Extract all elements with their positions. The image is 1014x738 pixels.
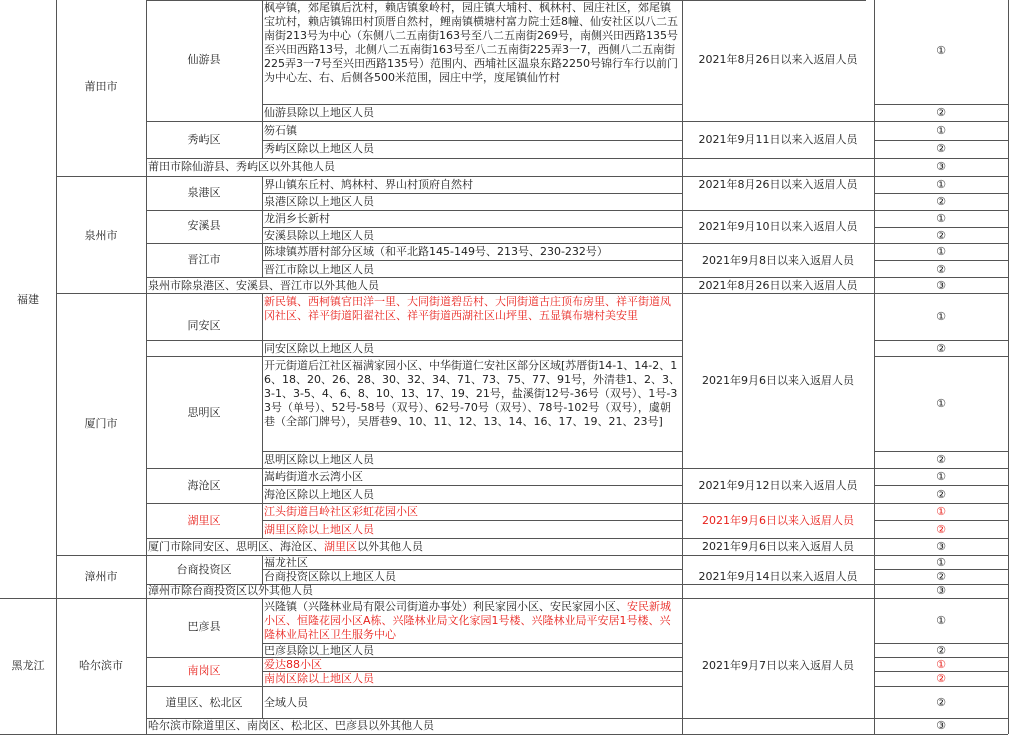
- date-cell: 2021年9月12日以来入返眉人员: [698, 479, 858, 492]
- rule: [146, 158, 1008, 159]
- province-cell: 黑龙江: [11, 659, 45, 672]
- area-cell: 湖里区除以上地区人员: [264, 523, 374, 536]
- rule: [56, 555, 1008, 556]
- area-cell: 龙涓乡长新村: [264, 212, 330, 225]
- rule: [682, 0, 683, 734]
- area-cell: 仙游县除以上地区人员: [264, 106, 374, 119]
- district-cell: 道里区、松北区: [165, 696, 243, 709]
- rule: [146, 538, 1008, 539]
- rule: [874, 451, 1008, 452]
- area-cell: 秀屿区除以上地区人员: [264, 142, 374, 155]
- rule: [262, 260, 682, 261]
- area-cell: 枫亭镇，郊尾镇后沈村，赖店镇象岭村，园庄镇大埔村、枫林村、园庄社区，郊尾镇宝坑村，赖店镇锦田村顶厝自然村，鲤南镇横塘村富力院士廷8幢、仙安社区以八二五南街213号为中心（东侧八二五南街163号至八二五南街269号，南侧兴田西路135号至兴田西路13号，北侧八二五南街163号至八二五南街225弄3一7，西侧八二五南街225弄3一7号至兴田西路135号）范围内、西埔社区温泉东路2250号锦行车行以前门为中心左、右、后侧各500米范围，园庄中学，度尾镇仙竹村: [264, 1, 678, 84]
- mark-cell: ②: [936, 570, 946, 583]
- mark-cell: ②: [936, 106, 946, 119]
- city-cell: 莆田市: [84, 80, 118, 93]
- rule: [262, 176, 263, 277]
- rule: [262, 0, 263, 158]
- area-text: 以外其他人员: [357, 540, 423, 553]
- mark-cell: ②: [936, 696, 946, 709]
- area-cell: 泉州市除泉港区、安溪县、晋江市以外其他人员: [148, 279, 379, 292]
- mark-cell: ③: [936, 540, 946, 553]
- rule: [874, 520, 1008, 521]
- mark-cell: ②: [936, 453, 946, 466]
- area-text: 厦门市除同安区、思明区、海沧区、: [148, 540, 324, 553]
- area-cell: 海沧区除以上地区人员: [264, 488, 374, 501]
- district-cell: 台商投资区: [176, 563, 232, 576]
- district-cell: 湖里区: [187, 514, 221, 527]
- rule: [874, 485, 1008, 486]
- date-cell: 2021年9月11日以来入返眉人员: [698, 133, 858, 146]
- area-cell: [148, 541, 423, 553]
- rule: [146, 503, 1008, 504]
- date-cell: 2021年9月8日以来入返眉人员: [702, 254, 854, 267]
- mark-cell: ③: [936, 719, 946, 732]
- rule: [56, 0, 57, 734]
- mark-cell: ①: [936, 310, 946, 323]
- mark-cell: ②: [936, 672, 946, 685]
- area-text-highlight: 安民新城小区、恒隆花园小区A栋、兴隆林业局文化家园1号楼、兴隆林业局平安居1号楼、兴隆林业局社区卫生服务中心: [264, 600, 671, 641]
- area-cell: [264, 600, 680, 642]
- rule: [262, 193, 682, 194]
- rule: [262, 293, 263, 538]
- mark-cell: ①: [936, 658, 946, 671]
- district-cell: 南岗区: [187, 664, 221, 677]
- rule: [262, 451, 682, 452]
- mark-cell: ①: [936, 614, 946, 627]
- mark-cell: ①: [936, 470, 946, 483]
- mark-cell: ①: [936, 245, 946, 258]
- rule: [262, 104, 682, 105]
- area-cell: 新民镇、西柯镇官田洋一里、大同街道碧岳村、大同街道古庄顶布房里、祥平街道凤冈社区、祥平街道阳翟社区、祥平街道西湖社区山坪里、五显镇布塘村美安里: [264, 295, 671, 322]
- area-cell: 莆田市除仙游县、秀屿区以外其他人员: [148, 160, 335, 173]
- date-cell: 2021年8月26日以来入返眉人员: [698, 279, 858, 292]
- rule: [262, 140, 682, 141]
- mark-cell: ①: [936, 397, 946, 410]
- area-cell: 巴彦县除以上地区人员: [264, 644, 374, 657]
- rule: [0, 598, 1008, 599]
- mark-cell: ③: [936, 584, 946, 597]
- mark-cell: ②: [936, 523, 946, 536]
- city-cell: 厦门市: [84, 417, 118, 430]
- area-cell: 安溪县除以上地区人员: [264, 229, 374, 242]
- rule: [262, 598, 263, 718]
- rule: [146, 657, 682, 658]
- date-cell: 2021年8月26日以来入返眉人员: [698, 53, 858, 66]
- city-cell: 漳州市: [84, 570, 118, 583]
- mark-cell: ②: [936, 229, 946, 242]
- area-text: 兴隆镇（兴隆林业局有限公司街道办事处）利民家园小区、安民家园小区、: [264, 600, 627, 613]
- area-cell: 界山镇东丘村、鸠林村、界山村顶府自然村: [264, 178, 473, 191]
- district-cell: 晋江市: [187, 253, 221, 266]
- mark-cell: ①: [936, 124, 946, 137]
- area-text-highlight: 湖里区: [324, 540, 357, 553]
- mark-cell: ②: [936, 644, 946, 657]
- area-cell: 全域人员: [264, 696, 308, 709]
- province-cell: 福建: [17, 293, 39, 306]
- district-cell: 海沧区: [187, 479, 221, 492]
- date-cell: 2021年9月14日以来入返眉人员: [698, 570, 858, 583]
- area-cell: 台商投资区除以上地区人员: [264, 570, 396, 583]
- area-cell: 笏石镇: [264, 124, 297, 137]
- district-cell: 同安区: [187, 319, 221, 332]
- mark-cell: ②: [936, 488, 946, 501]
- rule: [874, 356, 1008, 357]
- rule: [56, 293, 1008, 294]
- mark-cell: ①: [936, 44, 946, 57]
- city-cell: 哈尔滨市: [79, 659, 123, 672]
- mark-cell: ②: [936, 263, 946, 276]
- date-cell: 2021年9月6日以来入返眉人员: [702, 374, 854, 387]
- rule: [874, 260, 1008, 261]
- rule: [146, 686, 682, 687]
- mark-cell: ③: [936, 160, 946, 173]
- rule: [146, 468, 1008, 469]
- date-cell: 2021年9月6日以来入返眉人员: [702, 514, 854, 527]
- area-cell: 南岗区除以上地区人员: [264, 672, 374, 685]
- rule: [146, 340, 682, 341]
- rule: [146, 210, 1008, 211]
- district-cell: 秀屿区: [187, 133, 221, 146]
- rule: [874, 340, 1008, 341]
- rule: [1008, 0, 1009, 734]
- date-cell: 2021年9月6日以来入返眉人员: [702, 540, 854, 553]
- mark-cell: ①: [936, 556, 946, 569]
- date-cell: 2021年9月7日以来入返眉人员: [702, 659, 854, 672]
- rule: [56, 176, 1008, 177]
- mark-cell: ①: [936, 505, 946, 518]
- rule: [146, 243, 1008, 244]
- city-cell: 泉州市: [84, 229, 118, 242]
- rule: [874, 686, 1008, 687]
- rule: [146, 277, 1008, 278]
- district-cell: 仙游县: [187, 53, 221, 66]
- date-cell: 2021年8月26日以来入返眉人员: [698, 178, 858, 191]
- mark-cell: ①: [936, 212, 946, 225]
- area-cell: 爱达88小区: [264, 658, 322, 671]
- rule: [874, 193, 1008, 194]
- area-cell: 福龙社区: [264, 556, 308, 569]
- rule: [262, 555, 263, 584]
- mark-cell: ③: [936, 279, 946, 292]
- mark-cell: ②: [936, 342, 946, 355]
- area-cell: 同安区除以上地区人员: [264, 342, 374, 355]
- area-cell: 思明区除以上地区人员: [264, 453, 374, 466]
- rule: [262, 227, 682, 228]
- mark-cell: ②: [936, 142, 946, 155]
- area-cell: 开元街道后江社区福满家园小区、中华街道仁安社区部分区域[苏厝街14-1、14-2、16、18、20、26、28、30、32、34、71、73、75、77、91号，外清巷1、2、3、3-1、3-5、4、6、8、10、13、17、19、21号，盐溪街12号-36号（双号）、1号-33号（单号）、52号-58号（双号）、62号-70号（双号）、78号-102号（双号），虞朝巷（全部门牌号），吴厝巷9、10、11、12、13、14、16、17、19、21、23号]: [264, 359, 680, 428]
- rule: [262, 520, 682, 521]
- mark-cell: ①: [936, 178, 946, 191]
- mark-cell: ②: [936, 195, 946, 208]
- rule: [262, 485, 682, 486]
- area-cell: 晋江市除以上地区人员: [264, 263, 374, 276]
- date-cell: 2021年9月10日以来入返眉人员: [698, 220, 858, 233]
- rule: [0, 734, 1008, 735]
- district-cell: 思明区: [187, 406, 221, 419]
- rule: [874, 227, 1008, 228]
- area-cell: 嵩屿街道水云湾小区: [264, 470, 363, 483]
- rule: [874, 140, 1008, 141]
- area-cell: 哈尔滨市除道里区、南岗区、松北区、巴彦县以外其他人员: [148, 719, 434, 732]
- rule: [146, 121, 1008, 122]
- district-cell: 泉港区: [187, 186, 221, 199]
- area-cell: 陈埭镇苏厝村部分区域（和平北路145-149号、213号、230-232号）: [264, 245, 608, 258]
- district-cell: 安溪县: [187, 219, 221, 232]
- area-cell: 泉港区除以上地区人员: [264, 195, 374, 208]
- area-cell: 江头街道吕岭社区彩虹花园小区: [264, 505, 418, 518]
- rule: [874, 104, 1008, 105]
- district-cell: 巴彦县: [187, 620, 221, 633]
- area-cell: 漳州市除台商投资区以外其他人员: [148, 584, 313, 597]
- rule: [146, 356, 682, 357]
